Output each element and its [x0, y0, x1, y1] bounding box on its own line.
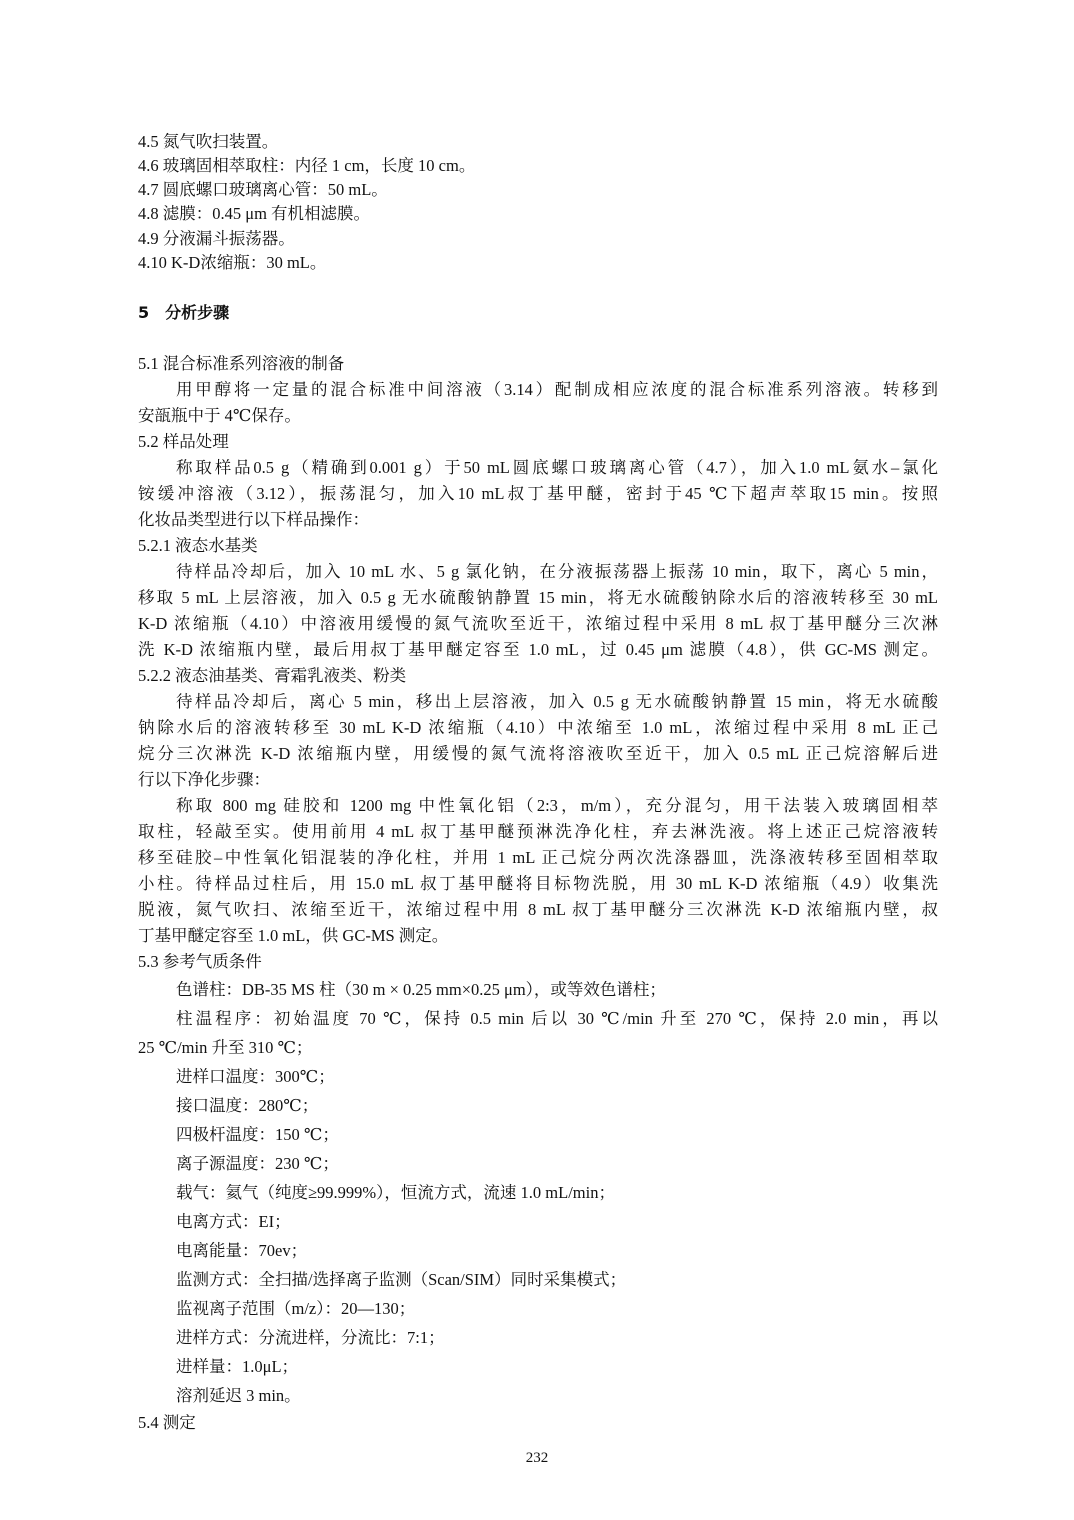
equipment-item-4-6: 4.6 玻璃固相萃取柱：内径 1 cm，长度 10 cm。 [138, 156, 476, 175]
section-5-2-1-text-line: 洗 K-D 浓缩瓶内壁，最后用叔丁基甲醚定容至 1.0 mL，过 0.45 μm 滤膜（4.8），供 GC-MS 测定。 [138, 640, 938, 659]
section-5-2-title: 5.2 样品处理 [138, 432, 229, 451]
quadrupole-temperature: 四极杆温度：150 ℃； [176, 1125, 339, 1144]
section-5-1-title: 5.1 混合标准系列溶液的制备 [138, 354, 345, 373]
section-5-2-1-text-line: 移取 5 mL 上层溶液，加入 0.5 g 无水硫酸钠静置 15 min，将无水硫酸钠除水后的溶液转移至 30 mL [138, 588, 938, 607]
section-5-2-1-text-line: K-D 浓缩瓶（4.10）中溶液用缓慢的氮气流吹至近干，浓缩过程中采用 8 mL 叔丁基甲醚分三次淋 [138, 614, 938, 633]
section-5-2-text-line: 铵缓冲溶液（3.12），振荡混匀，加入10 mL叔丁基甲醚，密封于45 ℃下超声萃取15 min。按照 [138, 484, 938, 503]
section-5-2-2-text-line: 丁基甲醚定容至 1.0 mL，供 GC-MS 测定。 [138, 926, 449, 945]
section-5-2-2-text-line: 钠除水后的溶液转移至 30 mL K-D 浓缩瓶（4.10）中浓缩至 1.0 mL，浓缩过程中采用 8 mL 正己 [138, 718, 938, 737]
section-5-2-text-line: 称取样品0.5 g（精确到0.001 g）于50 mL圆底螺口玻璃离心管（4.7），加入1.0 mL氨水–氯化 [176, 458, 938, 477]
interface-temperature: 接口温度：280℃； [176, 1096, 319, 1115]
section-5-1-text-line: 安瓿瓶中于 4℃保存。 [138, 406, 301, 425]
ion-source-temperature: 离子源温度：230 ℃； [176, 1154, 339, 1173]
gc-column: 色谱柱：DB-35 MS 柱（30 m × 0.25 mm×0.25 μm），或等效色谱柱； [176, 980, 666, 999]
section-5-2-2-text-line: 小柱。待样品过柱后，用 15.0 mL 叔丁基甲醚将目标物洗脱，用 30 mL K-D 浓缩瓶（4.9）收集洗 [138, 874, 938, 893]
section-5-2-1-title: 5.2.1 液态水基类 [138, 536, 258, 555]
injection-mode: 进样方式：分流进样，分流比：7:1； [176, 1328, 445, 1347]
section-5-2-2-text-line: 称取 800 mg 硅胶和 1200 mg 中性氧化铝（2:3，m/m），充分混匀，用干法装入玻璃固相萃 [176, 796, 938, 815]
carrier-gas: 载气：氦气（纯度≥99.999%），恒流方式，流速 1.0 mL/min； [176, 1183, 615, 1202]
oven-program-line: 柱温程序：初始温度 70 ℃，保持 0.5 min 后以 30 ℃/min 升至 270 ℃，保持 2.0 min，再以 [176, 1009, 938, 1028]
section-5-2-2-text-line: 行以下净化步骤： [138, 770, 270, 789]
injection-volume: 进样量：1.0μL； [176, 1357, 299, 1376]
section-5-2-text-line: 化妆品类型进行以下样品操作： [138, 510, 369, 529]
section-5-4-title: 5.4 测定 [138, 1413, 196, 1432]
section-5-3-title: 5.3 参考气质条件 [138, 952, 262, 971]
section-5-2-2-title: 5.2.2 液态油基类、膏霜乳液类、粉类 [138, 666, 407, 685]
oven-program-line: 25 ℃/min 升至 310 ℃； [138, 1038, 313, 1057]
section-5-2-1-text-line: 待样品冷却后，加入 10 mL 水、5 g 氯化钠，在分液振荡器上振荡 10 min，取下，离心 5 min， [176, 562, 938, 581]
solvent-delay: 溶剂延迟 3 min。 [176, 1386, 301, 1405]
ionization-mode: 电离方式：EI； [176, 1212, 291, 1231]
section-5-2-2-text-line: 取柱，轻敲至实。使用前用 4 mL 叔丁基甲醚预淋洗净化柱，弃去淋洗液。将上述正己烷溶液转 [138, 822, 938, 841]
equipment-item-4-7: 4.7 圆底螺口玻璃离心管：50 mL。 [138, 180, 388, 199]
equipment-item-4-8: 4.8 滤膜：0.45 μm 有机相滤膜。 [138, 204, 371, 223]
ionization-energy: 电离能量：70ev； [176, 1241, 308, 1260]
equipment-item-4-10: 4.10 K-D浓缩瓶：30 mL。 [138, 253, 327, 272]
page-number: 232 [525, 1450, 549, 1466]
equipment-item-4-5: 4.5 氮气吹扫装置。 [138, 132, 279, 151]
section-5-2-2-text-line: 烷分三次淋洗 K-D 浓缩瓶内壁，用缓慢的氮气流将溶液吹至近干，加入 0.5 mL 正己烷溶解后进 [138, 744, 938, 763]
section-5-heading: 5 分析步骤 [138, 303, 230, 322]
equipment-item-4-9: 4.9 分液漏斗振荡器。 [138, 229, 295, 248]
section-5-2-2-text-line: 脱液，氮气吹扫、浓缩至近干，浓缩过程中用 8 mL 叔丁基甲醚分三次淋洗 K-D 浓缩瓶内壁，叔 [138, 900, 938, 919]
monitored-ion-range: 监视离子范围（m/z）：20—130； [176, 1299, 416, 1318]
section-5-2-2-text-line: 待样品冷却后，离心 5 min，移出上层溶液，加入 0.5 g 无水硫酸钠静置 15 min，将无水硫酸 [176, 692, 938, 711]
monitoring-mode: 监测方式：全扫描/选择离子监测（Scan/SIM）同时采集模式； [176, 1270, 627, 1289]
inlet-temperature: 进样口温度：300℃； [176, 1067, 335, 1086]
section-5-2-2-text-line: 移至硅胶–中性氧化铝混装的净化柱，并用 1 mL 正己烷分两次洗涤器皿，洗涤液转移至固相萃取 [138, 848, 938, 867]
section-5-1-text-line: 用甲醇将一定量的混合标准中间溶液（3.14）配制成相应浓度的混合标准系列溶液。转移到 [176, 380, 938, 399]
